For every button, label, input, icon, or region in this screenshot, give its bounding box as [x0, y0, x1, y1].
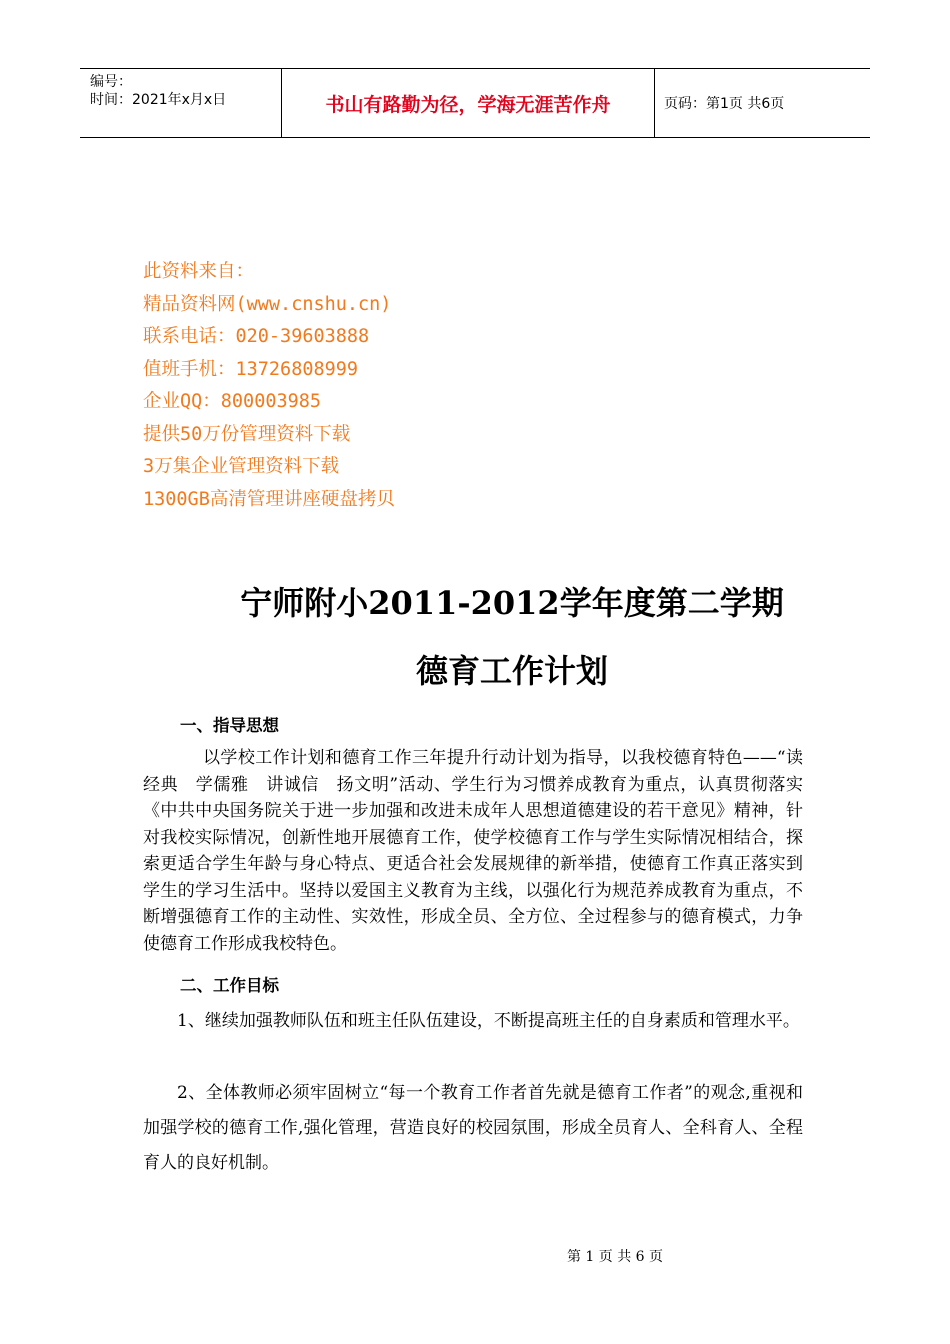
header-table [80, 68, 870, 138]
goal-item: 1、继续加强教师队伍和班主任队伍建设，不断提高班主任的自身素质和管理水平。 [177, 1011, 800, 1031]
page-footer: 第 1 页 共 6 页 [566, 1249, 664, 1265]
contact-line: 提供50万份管理资料下载 [143, 423, 351, 445]
contact-line: 精品资料网(www.cnshu.cn) [143, 293, 392, 315]
section-paragraph: 以学校工作计划和德育工作三年提升行动计划为指导，以我校德育特色——“读经典 学儒雅 讲诚信 扬文明”活动、学生行为习惯养成教育为重点，认真贯彻落实《中共中央国务院关于进一步加强和改进未成年人思想道德建设的若干意见》精神，针对我校实际情况，创新性地开展德育工作，使学校德育工作与学生实际情况相结合，探索更适合学生年龄与身心特点、更适合社会发展规律的新举措，使德育工作真正落实到学生的学习生活中。坚持以爱国主义教育为主线，以强化行为规范养成教育为重点，不断增强德育工作的主动性、实效性，形成全员、全方位、全过程参与的德育模式，力争使德育工作形成我校特色。 [143, 748, 803, 954]
number-label: 编号： [90, 74, 132, 90]
contact-block [143, 256, 395, 516]
header-meta [80, 69, 282, 137]
contact-line: 企业QQ：800003985 [143, 391, 322, 412]
header-page-info: 页码：第1页 共6页 [664, 96, 785, 112]
section-heading: 二、工作目标 [180, 976, 279, 995]
goal-item: 2、全体教师必须牢固树立“每一个教育工作者首先就是德育工作者”的观念,重视和加强学校的德育工作,强化管理，营造良好的校园氛围，形成全员育人、全科育人、全程育人的良好机制。 [143, 1083, 803, 1173]
contact-line: 此资料来自： [143, 261, 255, 282]
time-label: 时间：2021年x月x日 [90, 92, 227, 108]
header-motto: 书山有路勤为径，学海无涯苦作舟 [282, 69, 655, 137]
contact-line: 联系电话：020-39603888 [143, 326, 370, 347]
section-heading: 一、指导思想 [180, 716, 279, 735]
contact-line: 3万集企业管理资料下载 [143, 456, 340, 477]
document-title: 宁师附小2011-2012学年度第二学期 [240, 584, 784, 622]
contact-line: 值班手机：13726808999 [143, 358, 359, 380]
document-subtitle: 德育工作计划 [415, 652, 608, 690]
contact-line: 1300GB高清管理讲座硬盘拷贝 [143, 488, 395, 510]
